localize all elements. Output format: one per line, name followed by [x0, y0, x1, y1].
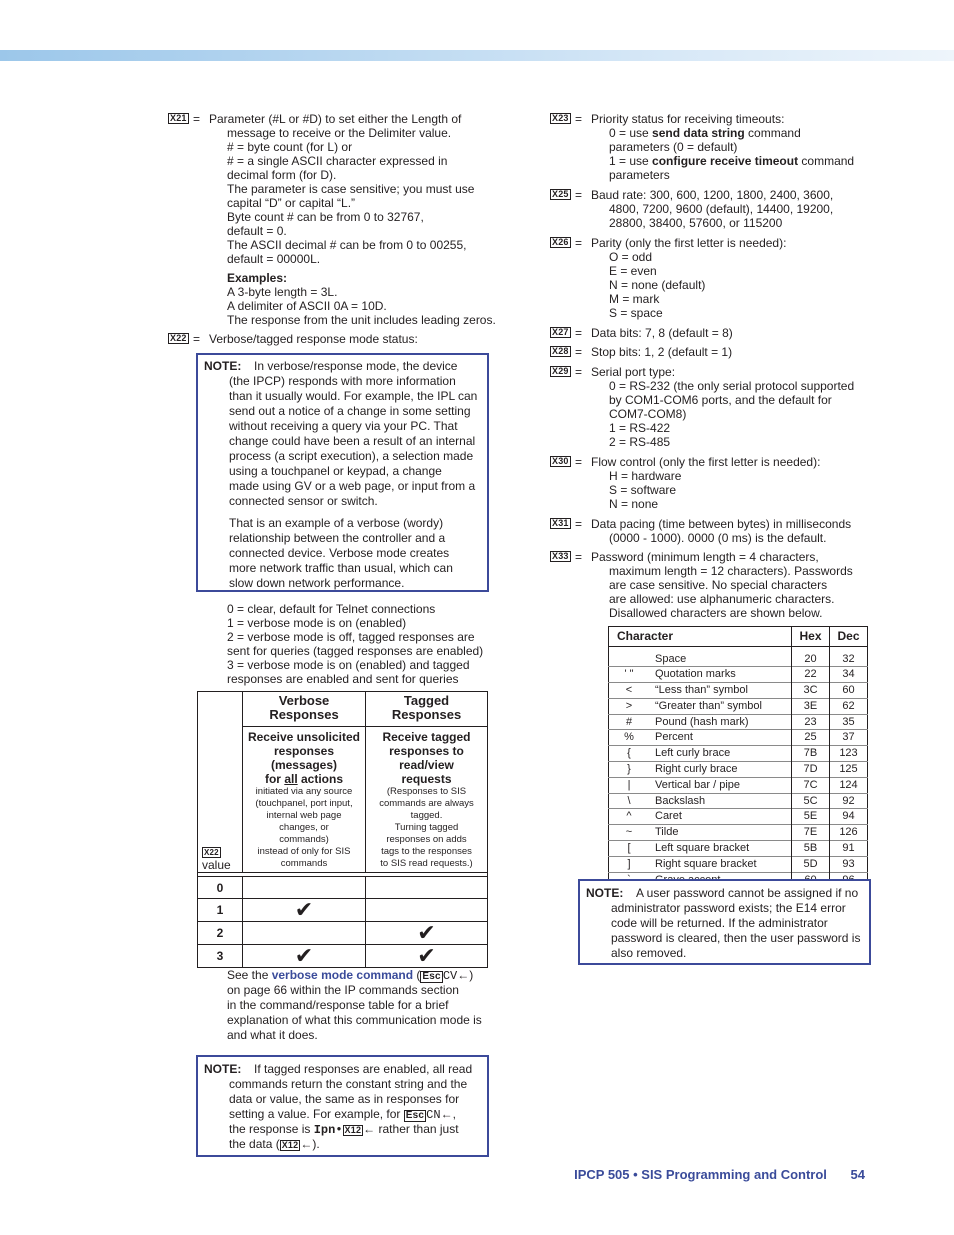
item-line: (0000 - 1000). 0000 (0 ms) is the default. [609, 531, 827, 545]
hex-cell: 23 [792, 714, 830, 730]
x21-line: The parameter is case sensitive; you must use [227, 182, 475, 196]
item-line: 28800, 38400, 57600, or 115200 [609, 216, 783, 230]
table-row [198, 945, 488, 968]
value-cell: 0 [198, 877, 243, 899]
dec-cell: 92 [842, 794, 855, 807]
item-line: 2 = RS-485 [609, 435, 671, 449]
note-line: connected sensor or switch. [229, 494, 378, 508]
variable-tag-x12: X12 [344, 1125, 362, 1135]
esc-key-icon: Esc [405, 1110, 425, 1121]
variable-tag-x30: X30 [552, 456, 569, 466]
verbose-tagged-table [197, 691, 488, 968]
item-line: E = even [609, 264, 657, 278]
table-row [609, 841, 868, 857]
item-line: N = none (default) [609, 278, 706, 292]
verbose-check-icon: ✔ [243, 899, 366, 922]
variable-tag-x28: X28 [552, 346, 569, 356]
note-line: administrator password exists; the E14 error [611, 901, 846, 915]
item-line: by COM1-COM6 ports, and the default for [609, 393, 832, 407]
equals-sign: = [575, 550, 583, 564]
table-text: changes, or [279, 822, 329, 833]
see-line: and what it does. [227, 1028, 318, 1042]
hex-cell: 20 [792, 652, 830, 667]
dec-cell: 91 [842, 842, 855, 855]
hex-cell: 7C [792, 777, 830, 793]
enter-arrow-icon: ← [300, 1137, 313, 1151]
dec-cell: 34 [842, 668, 855, 681]
dec-cell: 62 [842, 699, 855, 712]
equals-sign: = [575, 326, 583, 340]
item-line: COM7-COM8) [609, 407, 687, 421]
note-label: NOTE: [204, 359, 242, 373]
hex-cell: 22 [792, 667, 830, 683]
note-line: also removed. [611, 946, 687, 960]
hex-cell: 7B [792, 746, 830, 762]
char-name-cell: Right curly brace [649, 762, 792, 778]
item-line: parameters (0 = default) [609, 140, 738, 154]
x21-line: default = 00000L. [227, 252, 321, 266]
table-text: initiated via any source [255, 786, 353, 797]
variable-tag-x21: X21 [170, 113, 187, 123]
char-cell: } [627, 763, 631, 776]
table-row [198, 899, 488, 922]
note-line: send out a notice of a change in some setting [229, 404, 471, 418]
table-text: commands [280, 858, 328, 869]
item-line: parameters [609, 168, 670, 182]
char-name-cell: Right square bracket [649, 856, 792, 872]
item-line: S = space [609, 306, 663, 320]
item-line: 0 = use send data string command [609, 126, 801, 140]
char-cell: { [627, 747, 631, 760]
char-cell: [ [627, 842, 631, 855]
note-label: NOTE: [204, 1062, 242, 1076]
item-line: Disallowed characters are shown below. [609, 606, 823, 620]
table-row [609, 777, 868, 793]
char-cell: ' " [624, 668, 634, 681]
table-text: (Responses to SIS [386, 786, 467, 797]
equals-sign: = [575, 345, 583, 359]
x21-line: # = a single ASCII character expressed in [227, 154, 448, 168]
tagged-description: Receive tagged responses to read/view requests (Responses to SIS commands are always tagged. Turning tagged responses on adds tags to the responses to SIS read requests.) [366, 727, 488, 873]
see-line: on page 66 within the IP commands section [227, 983, 459, 997]
x21-line: # = byte count (for L) or [227, 140, 353, 154]
item-line: 0 = RS-232 (the only serial protocol supported [609, 379, 855, 393]
equals-sign: = [575, 188, 583, 202]
char-cell [609, 652, 650, 667]
note-line: process (a script execution), a selection made [229, 449, 474, 463]
value-label: value [202, 858, 231, 872]
table-row [609, 809, 868, 825]
table-text: commands) [279, 834, 329, 845]
note-line: slow down network performance. [229, 576, 405, 590]
char-cell: > [625, 699, 633, 712]
char-name-cell: “Less than” symbol [649, 683, 792, 699]
value-cell: 1 [198, 899, 243, 922]
dec-cell: 93 [842, 857, 855, 870]
dec-cell: 35 [842, 715, 855, 728]
x21-line: Byte count # can be from 0 to 32767, [227, 210, 424, 224]
item-line: S = software [609, 483, 677, 497]
variable-tag-x29: X29 [552, 366, 569, 376]
see-line: in the command/response table for a brief [227, 998, 449, 1012]
table-text: internal web page [266, 810, 342, 821]
variable-tag-x27: X27 [552, 327, 569, 337]
char-cell: # [625, 715, 633, 728]
note-line: using a touchpanel or keypad, a change [229, 464, 442, 478]
char-name-cell: Vertical bar / pipe [649, 777, 792, 793]
value-cell: 3 [198, 945, 243, 968]
table-row [609, 825, 868, 841]
equals-sign: = [575, 365, 583, 379]
dec-cell: 123 [839, 747, 858, 760]
table-text: Turning tagged [394, 822, 459, 833]
item-line: are case sensitive. No special characters [609, 578, 828, 592]
x21-line: The ASCII decimal # can be from 0 to 00255, [227, 238, 467, 252]
col-header-dec: Dec [837, 629, 860, 644]
char-cell: | [627, 778, 631, 791]
item-line: are allowed: use alphanumeric characters. [609, 592, 835, 606]
disallowed-characters-table [608, 626, 868, 888]
note-line: than it usually would. For example, the IPL can [229, 389, 478, 403]
table-row [609, 730, 868, 746]
variable-tag-x22: X22 [170, 333, 187, 343]
char-name-cell: Caret [649, 809, 792, 825]
enter-arrow-icon: ← [457, 968, 470, 982]
header-gradient-bar [0, 50, 954, 61]
example-line: A 3-byte length = 3L. [227, 285, 338, 299]
dec-cell: 125 [839, 763, 858, 776]
dec-cell: 94 [842, 810, 855, 823]
hex-cell: 3E [792, 698, 830, 714]
hex-cell: 7E [792, 825, 830, 841]
tagged-check-icon [366, 877, 488, 899]
x22-text: Verbose/tagged response mode status: [209, 332, 418, 346]
equals-sign: = [575, 112, 583, 126]
table-row [198, 877, 488, 899]
mode-line: 3 = verbose mode is on (enabled) and tagged [227, 658, 470, 672]
dec-cell: 60 [842, 684, 855, 697]
table-row [609, 683, 868, 699]
item-line: 1 = use configure receive timeout command [609, 154, 855, 168]
dec-cell: 124 [839, 778, 858, 791]
item-line: N = none [609, 497, 659, 511]
table-text: commands are always [379, 798, 474, 809]
note-line: In verbose/response mode, the device [254, 359, 458, 373]
char-name-cell: Left curly brace [649, 746, 792, 762]
dec-cell: 37 [842, 731, 855, 744]
char-cell: < [625, 684, 633, 697]
tagged-responses-header: Tagged Responses [366, 692, 488, 727]
equals-sign: = [193, 112, 201, 126]
equals-sign: = [575, 455, 583, 469]
note-line: relationship between the controller and a [229, 531, 446, 545]
verbose-mode-command-link[interactable]: verbose mode command [271, 968, 414, 982]
tagged-check-icon: ✔ [366, 922, 488, 945]
table-row [198, 922, 488, 945]
tagged-check-icon: ✔ [366, 945, 488, 968]
table-text: tagged. [410, 810, 443, 821]
char-name-cell: Space [649, 652, 792, 667]
char-cell: ] [627, 857, 631, 870]
char-cell: % [624, 731, 634, 744]
item-line: H = hardware [609, 469, 682, 483]
hex-cell: 5C [792, 793, 830, 809]
item-line: Data pacing (time between bytes) in milliseconds [591, 517, 852, 531]
char-name-cell: Percent [649, 730, 792, 746]
page-number: 54 [850, 1167, 865, 1182]
hex-cell: 5B [792, 841, 830, 857]
item-line: Parity (only the first letter is needed): [591, 236, 787, 250]
equals-sign: = [575, 517, 583, 531]
mode-line: 0 = clear, default for Telnet connections [227, 602, 436, 616]
variable-tag-x12: X12 [281, 1140, 299, 1150]
verbose-description: Receive unsolicited responses (messages) for all actions initiated via any source (touchpanel, port input, internal web page changes, or commands) instead of only for SIS commands [243, 727, 366, 873]
char-name-cell: Left square bracket [649, 841, 792, 857]
char-name-cell: Quotation marks [649, 667, 792, 683]
table-text: (touchpanel, port input, [255, 798, 353, 809]
variable-tag-x22: X22 [204, 848, 219, 857]
mode-line: sent for queries (tagged responses are enabled) [227, 644, 484, 658]
item-line: M = mark [609, 292, 660, 306]
note-label: NOTE: [586, 886, 624, 900]
table-row [609, 793, 868, 809]
char-name-cell: Tilde [649, 825, 792, 841]
item-line: O = odd [609, 250, 653, 264]
equals-sign: = [575, 236, 583, 250]
note-user-password [578, 879, 871, 965]
item-line: Stop bits: 1, 2 (default = 1) [591, 345, 733, 359]
item-line: Data bits: 7, 8 (default = 8) [591, 326, 733, 340]
note-line: password is cleared, then the user password is [611, 931, 861, 945]
note-line: connected device. Verbose mode creates [229, 546, 450, 560]
mode-line: 2 = verbose mode is off, tagged responses are [227, 630, 475, 644]
dec-cell: 126 [839, 826, 858, 839]
item-line: 4800, 7200, 9600 (default), 14400, 19200, [609, 202, 834, 216]
dec-cell: 32 [842, 652, 855, 665]
verbose-check-icon [243, 922, 366, 945]
table-row [609, 652, 868, 667]
enter-arrow-icon: ← [440, 1107, 453, 1121]
example-line: A delimiter of ASCII 0A = 10D. [227, 299, 387, 313]
variable-tag-x26: X26 [552, 237, 569, 247]
value-header [198, 692, 243, 873]
x21-line: message to receive or the Delimiter value. [227, 126, 452, 140]
mode-line: 1 = verbose mode is on (enabled) [227, 616, 407, 630]
table-text: instead of only for SIS [257, 846, 351, 857]
item-line: Priority status for receiving timeouts: [591, 112, 785, 126]
item-line: maximum length = 12 characters). Passwords [609, 564, 853, 578]
table-row [609, 714, 868, 730]
hex-cell: 5D [792, 856, 830, 872]
variable-tag-x23: X23 [552, 113, 569, 123]
hex-cell: 5E [792, 809, 830, 825]
example-line: The response from the unit includes leading zeros. [227, 313, 496, 327]
table-text: to SIS read requests.) [380, 858, 473, 869]
char-cell: \ [627, 794, 631, 807]
table-text: responses on adds [386, 834, 467, 845]
item-line: Serial port type: [591, 365, 676, 379]
char-name-cell: Pound (hash mark) [649, 714, 792, 730]
char-cell: ~ [625, 826, 633, 839]
table-text: tags to the responses [381, 846, 472, 857]
item-line: Password (minimum length = 4 characters, [591, 550, 819, 564]
tagged-check-icon [366, 899, 488, 922]
table-row [609, 762, 868, 778]
hex-cell: 3C [792, 683, 830, 699]
note-line: more network traffic than usual, which can [229, 561, 453, 575]
x21-line: capital “D” or capital “L.” [227, 196, 356, 210]
see-line: explanation of what this communication mode is [227, 1013, 482, 1027]
table-row [609, 698, 868, 714]
note-line: (the IPCP) responds with more information [229, 374, 456, 388]
footer-title: IPCP 505 • SIS Programming and Control [574, 1167, 827, 1182]
x21-line: decimal form (for D). [227, 168, 337, 182]
char-name-cell: Backslash [649, 793, 792, 809]
verbose-responses-header: Verbose Responses [243, 692, 366, 727]
x21-line: Parameter (#L or #D) to set either the Length of [209, 112, 462, 126]
char-cell: ^ [626, 810, 632, 823]
verbose-check-icon: ✔ [243, 945, 366, 968]
verbose-check-icon [243, 877, 366, 899]
hex-cell: 25 [792, 730, 830, 746]
value-cell: 2 [198, 922, 243, 945]
esc-key-icon: Esc [422, 971, 441, 982]
char-name-cell: “Greater than” symbol [649, 698, 792, 714]
page-footer [574, 1168, 865, 1182]
variable-tag-x33: X33 [552, 551, 569, 561]
col-header-hex: Hex [792, 627, 830, 647]
table-row [609, 856, 868, 872]
mode-line: responses are enabled and sent for queries [227, 672, 459, 686]
x21-line: default = 0. [227, 224, 287, 238]
note-line: change could have been a result of an internal [229, 434, 476, 448]
enter-arrow-icon: ← [363, 1122, 376, 1136]
note-line: That is an example of a verbose (wordy) [229, 516, 444, 530]
examples-heading: Examples: [227, 271, 288, 285]
table-row [609, 746, 868, 762]
item-line: 1 = RS-422 [609, 421, 671, 435]
note-line: made using GV or a web page, or input from a [229, 479, 476, 493]
note-line: code will be returned. If the administrator [611, 916, 828, 930]
item-line: Baud rate: 300, 600, 1200, 1800, 2400, 3600, [591, 188, 834, 202]
note-line: without receiving a query via your PC. That [229, 419, 458, 433]
table-row [609, 667, 868, 683]
variable-tag-x31: X31 [552, 518, 569, 528]
note-line: A user password cannot be assigned if no [636, 886, 859, 900]
note-tagged-responses: NOTE: If tagged responses are enabled, all read commands return the constant string and the data or value, the same as in responses for setting a value. For example, for Esc CN←, the response is Ipn• X12 ← rather than just the data ( X12 ←). [196, 1055, 489, 1157]
col-header-character: Character [609, 627, 792, 647]
hex-cell: 7D [792, 762, 830, 778]
item-line: Flow control (only the first letter is needed): [591, 455, 821, 469]
note-verbose-mode [196, 353, 489, 592]
variable-tag-x25: X25 [552, 189, 569, 199]
equals-sign: = [193, 332, 201, 346]
